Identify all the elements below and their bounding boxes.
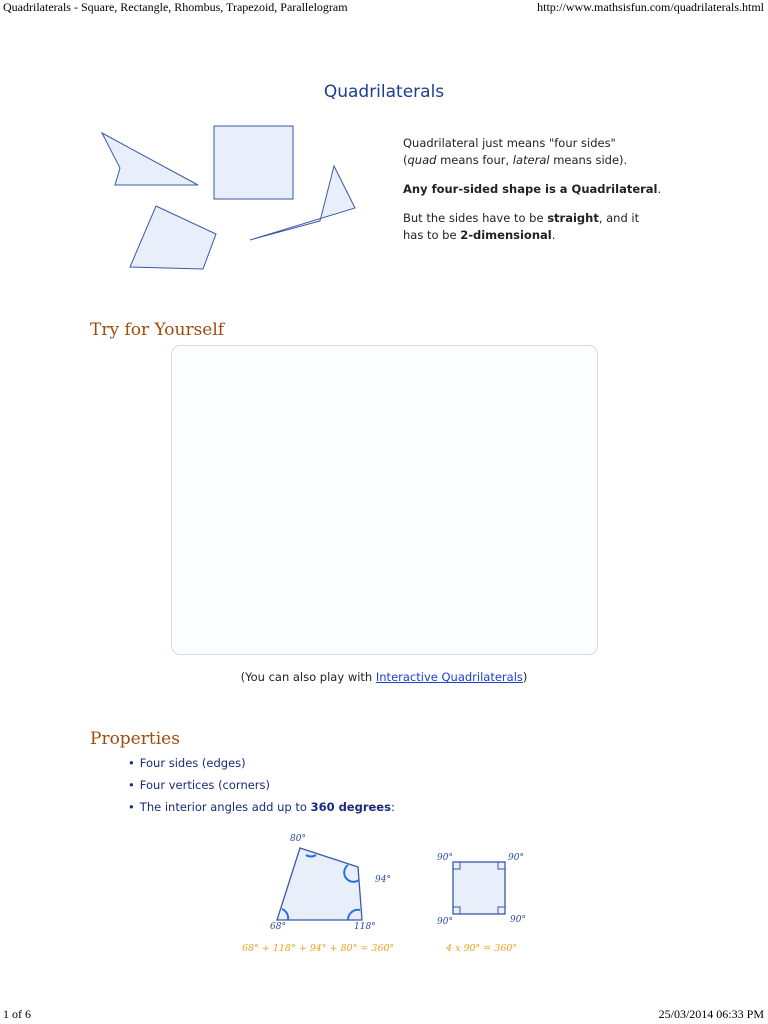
square-sum-text: 4 x 90° = 360° [446,943,518,954]
list-item: • Four sides (edges) [128,752,395,774]
intro-text [403,135,693,256]
intro-period-2: . [551,228,556,242]
irregular-quad-shape [130,206,216,269]
intro-period: . [657,182,662,196]
intro-paragraph-1 [403,135,693,169]
intro-line-1: Quadrilateral just means "four sides" [403,136,616,150]
square-angle-label-br: 90° [510,915,526,925]
intro-paragraph-2 [403,181,693,198]
two-dimensional-word: 2-dimensional [460,228,552,242]
intro-line-2-end: means side). [549,153,628,167]
interior-angles-figure [242,825,540,960]
quad-sum-text: 68° + 118° + 94° + 80° = 360° [242,943,395,954]
square-angle-label-tr: 90° [508,853,524,863]
print-header-title: Quadrilaterals - Square, Rectangle, Rhombus, Trapezoid, Parallelogram [3,0,348,14]
angle-label-118: 118° [354,922,376,932]
intro-bold-statement: Any four-sided shape is a Quadrilateral [403,182,658,196]
print-footer [0,1008,768,1024]
square-shape [214,126,293,199]
angles-suffix: : [390,800,395,814]
intro-but-text: But the sides have to be [403,211,548,225]
angle-label-68: 68° [270,922,286,932]
intro-and-it: , and it [598,211,640,225]
straight-word: straight [547,211,599,225]
interactive-quadrilaterals-link[interactable]: Interactive Quadrilaterals [375,670,523,684]
angles-bold: 360 degrees [310,800,391,814]
intro-paragraph-3 [403,210,693,244]
print-footer-page: 1 of 6 [3,1007,31,1021]
square-angle-label-bl: 90° [437,917,453,927]
quadrilateral-examples-figure [90,118,370,273]
angle-square-shape [453,862,505,914]
try-for-yourself-heading: Try for Yourself [90,320,225,340]
list-item-angles [128,796,395,818]
angles-prefix: The interior angles add up to [139,800,311,814]
properties-list [128,752,395,818]
square-angle-label-tl: 90° [437,853,453,863]
intro-line-2-mid: means four, [436,153,513,167]
also-play-text [0,670,768,684]
angle-quad-shape [277,848,362,920]
print-footer-date: 25/03/2014 06:33 PM [658,1007,764,1021]
also-play-prefix: (You can also play with [240,670,376,684]
quad-word: quad [407,153,437,167]
page-title: Quadrilaterals [323,82,445,102]
angle-label-94: 94° [375,875,391,885]
lateral-word: lateral [512,153,550,167]
print-header-url: http://www.mathsisfun.com/quadrilaterals.html [537,0,764,14]
properties-heading: Properties [90,729,180,749]
intro-has-to: has to be [403,228,461,242]
list-item: • Four vertices (corners) [128,774,395,796]
intro-open-paren: ( [403,153,408,167]
concave-quad-shape [102,133,198,185]
print-header [0,0,768,14]
angle-label-80: 80° [290,834,306,844]
interactive-applet-area[interactable] [171,345,598,655]
also-play-suffix: ) [522,670,528,684]
